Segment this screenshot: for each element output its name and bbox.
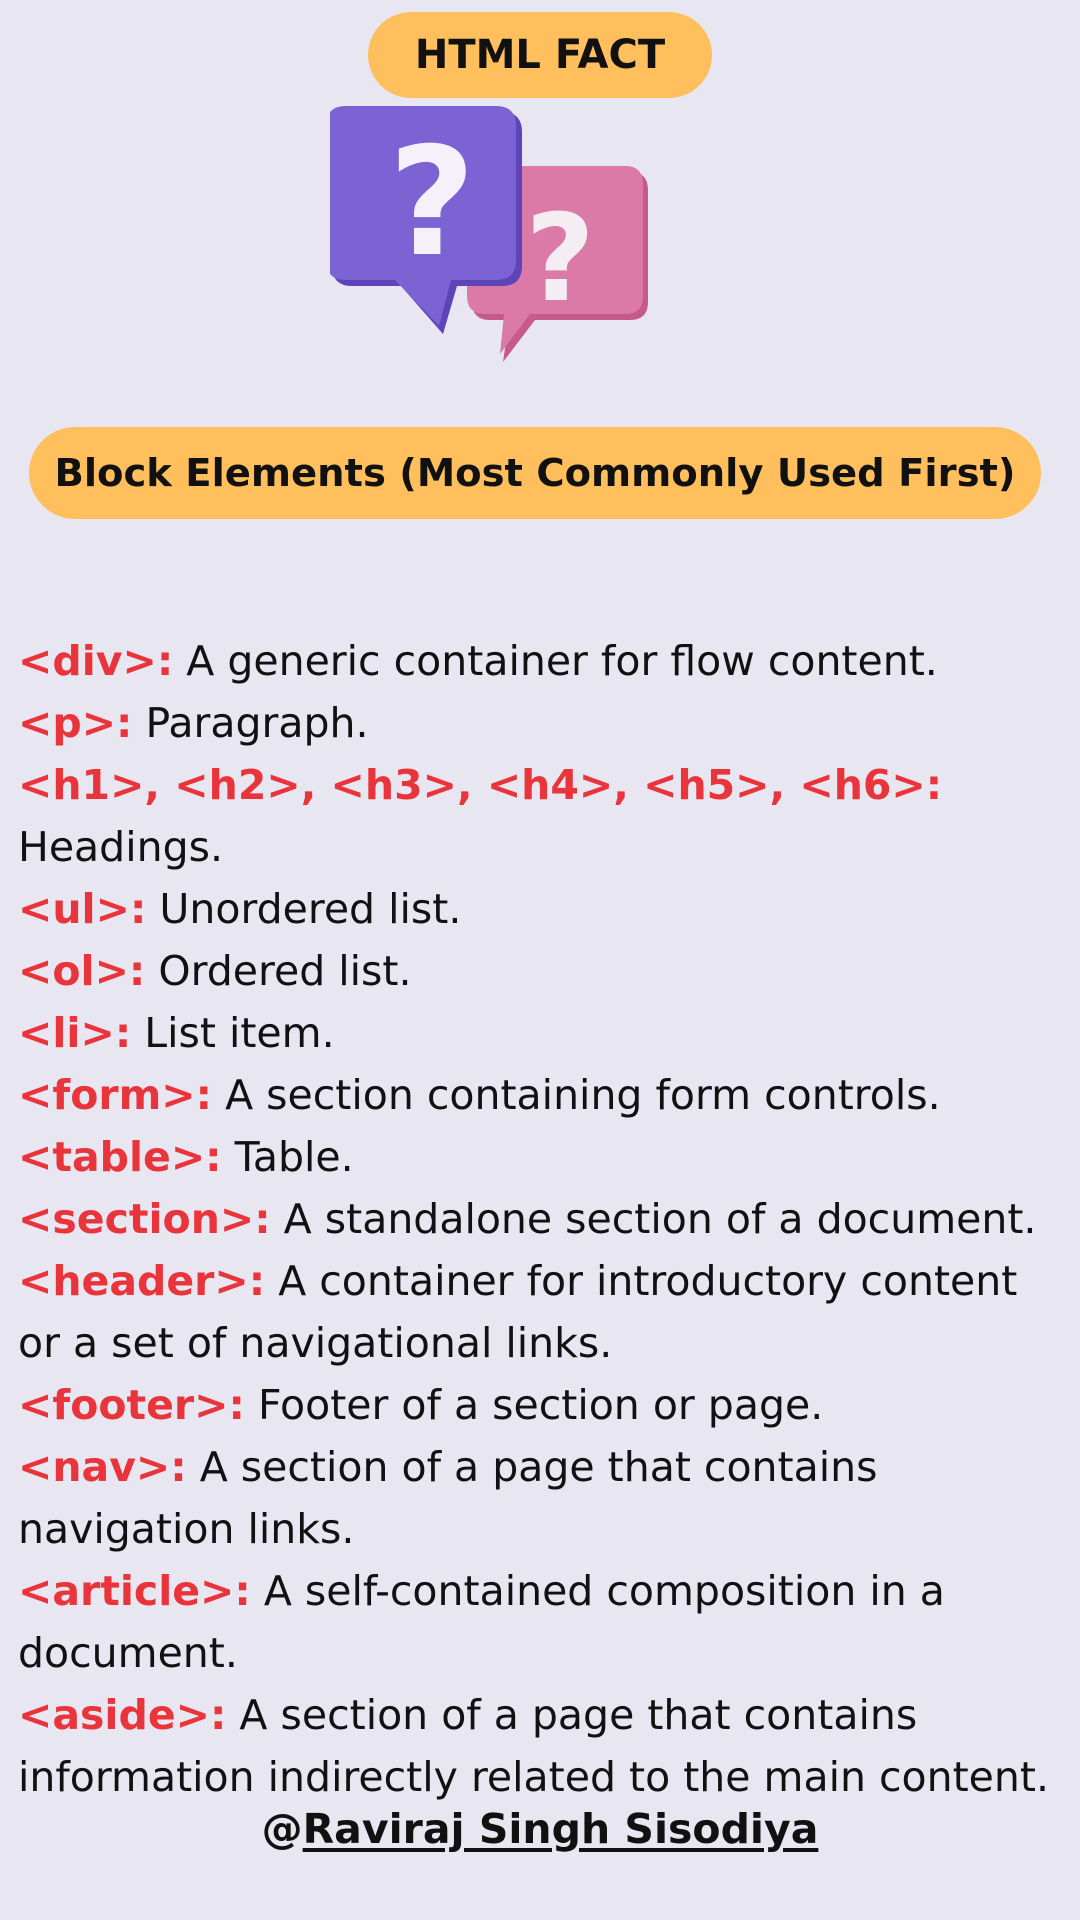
- purple-question-glyph: ?: [388, 116, 476, 290]
- fact-text: A section of a page that contains information indirectly related to the main content.: [18, 1691, 1049, 1801]
- page-title: HTML FACT: [414, 32, 666, 78]
- fact-text: A self-contained composition in a document.: [18, 1567, 945, 1677]
- fact-text: List item.: [131, 1009, 335, 1057]
- fact-item: [18, 754, 1068, 878]
- fact-item: [18, 692, 1068, 754]
- fact-item: [18, 1188, 1068, 1250]
- fact-item: [18, 630, 1068, 692]
- pink-question-glyph: ?: [525, 190, 595, 329]
- fact-item: [18, 1684, 1068, 1808]
- fact-tag: <section>:: [18, 1195, 271, 1243]
- fact-text: A section containing form controls.: [212, 1071, 941, 1119]
- fact-text: Footer of a section or page.: [244, 1381, 824, 1429]
- author-name: Raviraj Singh Sisodiya: [302, 1805, 819, 1853]
- fact-text: Ordered list.: [145, 947, 412, 995]
- fact-item: [18, 1002, 1068, 1064]
- fact-item: [18, 1064, 1068, 1126]
- fact-tag: <aside>:: [18, 1691, 227, 1739]
- credit-at-sign: @: [261, 1805, 303, 1853]
- fact-tag: <ul>:: [18, 885, 147, 933]
- fact-item: [18, 878, 1068, 940]
- title-badge: [368, 12, 712, 98]
- fact-text: A section of a page that contains navigation links.: [18, 1443, 878, 1553]
- section-heading: Block Elements (Most Commonly Used First): [54, 450, 1016, 496]
- author-credit: [0, 1805, 1080, 1853]
- fact-text: A container for introductory content or a set of navigational links.: [18, 1257, 1018, 1367]
- fact-text: Headings.: [18, 823, 223, 871]
- question-bubbles-icon: [330, 104, 670, 366]
- fact-text: Table.: [221, 1133, 354, 1181]
- fact-item: [18, 1436, 1068, 1560]
- facts-list: [18, 630, 1068, 1808]
- fact-text: A generic container for flow content.: [173, 637, 938, 685]
- fact-tag: <footer>:: [18, 1381, 245, 1429]
- fact-item: [18, 1560, 1068, 1684]
- fact-item: [18, 1374, 1068, 1436]
- fact-tag: <article>:: [18, 1567, 251, 1615]
- section-heading-badge: [29, 427, 1041, 519]
- fact-tag: <form>:: [18, 1071, 213, 1119]
- fact-tag: <ol>:: [18, 947, 146, 995]
- fact-text: Unordered list.: [146, 885, 462, 933]
- fact-item: [18, 1250, 1068, 1374]
- fact-tag: <h1>, <h2>, <h3>, <h4>, <h5>, <h6>:: [18, 761, 943, 809]
- fact-item: [18, 940, 1068, 1002]
- fact-tag: <header>:: [18, 1257, 266, 1305]
- fact-text: A standalone section of a document.: [270, 1195, 1037, 1243]
- fact-item: [18, 1126, 1068, 1188]
- fact-text: Paragraph.: [132, 699, 369, 747]
- fact-tag: <div>:: [18, 637, 174, 685]
- fact-tag: <p>:: [18, 699, 133, 747]
- fact-tag: <table>:: [18, 1133, 222, 1181]
- fact-tag: <nav>:: [18, 1443, 187, 1491]
- fact-tag: <li>:: [18, 1009, 132, 1057]
